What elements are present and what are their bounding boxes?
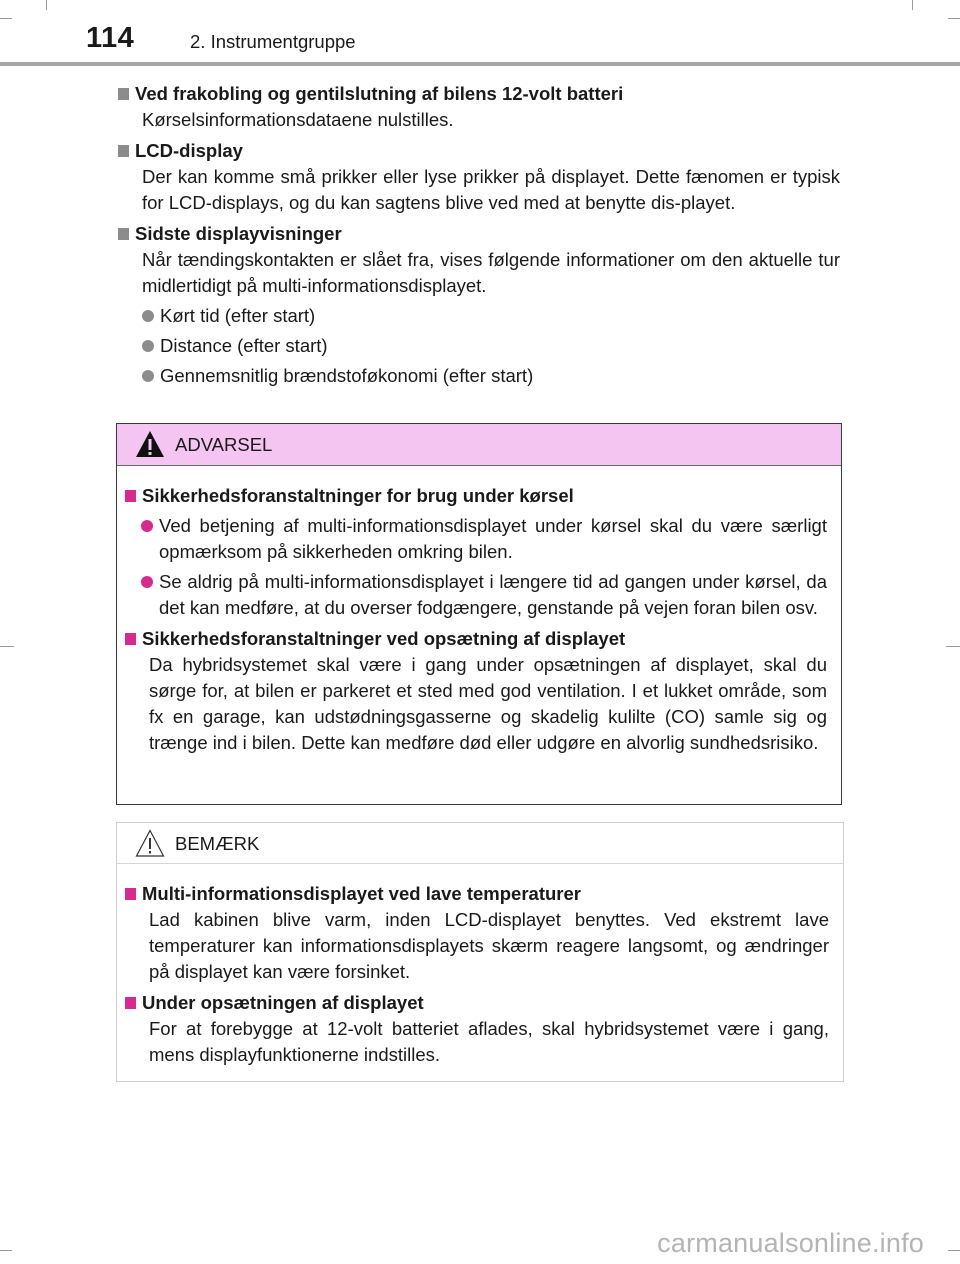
warning-text: Da hybridsystemet skal være i gang under opsætningen af displayet, skal du sørge for, at bilen er parkeret et sted med god ventilation. I et lukket område, som fx en garage, kan udstødningsgasserne og skadelig kulilte (CO) samle sig og trænge ind i bilen. Dette kan medføre død eller udgøre en alvorlig sundhedsrisiko.	[149, 654, 827, 753]
section-text: Når tændingskontakten er slået fra, vises følgende informationer om den aktuelle tur midlertidigt på multi-informationsdisplayet.	[142, 249, 840, 296]
square-bullet-icon	[125, 997, 136, 1009]
circle-bullet-icon	[141, 520, 153, 532]
note-text: For at forebygge at 12-volt batteriet aflades, skal hybridsystemet være i gang, mens displayfunktionerne indstilles.	[149, 1018, 829, 1065]
crop-mark	[946, 646, 960, 647]
crop-mark	[0, 1250, 12, 1251]
section-text: Der kan komme små prikker eller lyse prikker på displayet. Dette fænomen er typisk for LCD-displays, og du kan sagtens blive ved med at benytte dis-playet.	[142, 166, 840, 213]
warning-bullet: Ved betjening af multi-informationsdisplayet under kørsel skal du være særligt opmærksom på sikkerheden omkring bilen.	[141, 513, 827, 565]
warning-subheading: Sikkerhedsforanstaltninger ved opsætning af displayet	[125, 626, 827, 652]
circle-bullet-icon	[142, 340, 154, 352]
note-body	[125, 876, 829, 1068]
square-bullet-icon	[118, 88, 129, 100]
square-bullet-icon	[118, 145, 129, 157]
warning-header	[117, 424, 841, 466]
warning-body	[125, 478, 827, 756]
warning-title: ADVARSEL	[175, 434, 273, 455]
square-bullet-icon	[118, 228, 129, 240]
warning-subheading: Sikkerhedsforanstaltninger for brug under kørsel	[125, 483, 827, 509]
main-content	[118, 76, 840, 389]
watermark: carmanualsonline.info	[657, 1228, 924, 1258]
warning-bullet: Se aldrig på multi-informationsdisplayet i længere tid ad gangen under kørsel, da det kan medføre, at du overser fodgængere, genstande på vejen foran bilen osv.	[141, 569, 827, 621]
section-heading: Ved frakobling og gentilslutning af bilens 12-volt batteri	[118, 81, 840, 107]
section-heading: LCD-display	[118, 138, 840, 164]
circle-bullet-icon	[142, 370, 154, 382]
note-box	[116, 822, 844, 1082]
circle-bullet-icon	[142, 310, 154, 322]
note-text: Lad kabinen blive varm, inden LCD-displayet benyttes. Ved ekstremt lave temperaturer kan informationsdisplayets skærm reagere langsomt, og ændringer på displayet kan være forsinket.	[149, 909, 829, 982]
page-number: 114	[86, 22, 135, 54]
square-bullet-icon	[125, 490, 136, 502]
list-item: Distance (efter start)	[142, 333, 840, 359]
chapter-title: 2. Instrumentgruppe	[190, 31, 356, 52]
section-heading: Sidste displayvisninger	[118, 221, 840, 247]
list-item: Gennemsnitlig brændstoføkonomi (efter start)	[142, 363, 840, 389]
note-subheading: Multi-informationsdisplayet ved lave temperaturer	[125, 881, 829, 907]
warning-box	[116, 423, 842, 805]
page-header	[0, 0, 960, 66]
square-bullet-icon	[125, 888, 136, 900]
header-rule	[0, 62, 960, 66]
crop-mark	[0, 646, 14, 647]
circle-bullet-icon	[141, 576, 153, 588]
section-text: Kørselsinformationsdataene nulstilles.	[142, 109, 454, 130]
warning-triangle-icon	[135, 430, 165, 458]
crop-mark	[948, 1250, 960, 1251]
caution-triangle-icon	[135, 829, 165, 857]
note-subheading: Under opsætningen af displayet	[125, 990, 829, 1016]
note-title: BEMÆRK	[175, 833, 260, 854]
list-item: Kørt tid (efter start)	[142, 303, 840, 329]
square-bullet-icon	[125, 633, 136, 645]
note-header	[117, 823, 843, 864]
